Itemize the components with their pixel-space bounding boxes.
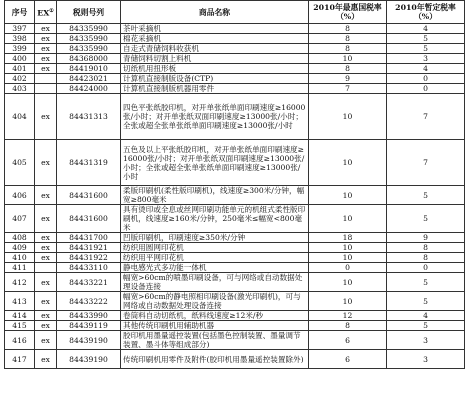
table-row [5,233,465,243]
cell-seq: 399 [5,44,35,54]
cell-mfn: 8 [309,321,387,331]
cell-seq: 409 [5,243,35,253]
cell-ex: ex [35,292,57,311]
cell-seq: 401 [5,64,35,74]
header-ex-label: EX [37,8,50,18]
cell-name: 幅宽>60cm的喷墨印刷设备，可与网络或自动数据处理设备连接 [121,273,309,292]
cell-temp: 4 [387,311,465,321]
cell-seq: 397 [5,24,35,34]
cell-temp: 4 [387,24,465,34]
cell-seq: 407 [5,205,35,233]
cell-code: 84439190 [57,350,121,369]
table-row [5,273,465,292]
cell-code: 84431921 [57,243,121,253]
cell-temp: 5 [387,34,465,44]
cell-code: 84431600 [57,205,121,233]
cell-name: 卷筒料自动切纸机，纸料线速度≥12米/秒 [121,311,309,321]
cell-seq: 402 [5,74,35,84]
cell-mfn: 9 [309,74,387,84]
tariff-table [4,0,465,369]
cell-name: 具有烫印或全息或丝网印刷功能单元的机组式柔性版印刷机，线速度≥160米/分钟，250毫米≤幅宽<800毫米 [121,205,309,233]
cell-name: 胶印机用墨量遥控装置(包括墨色控制装置、墨量调节装置、墨斗体等组成部分) [121,331,309,350]
cell-name: 凹版印刷机，印刷速度≥350米/分钟 [121,233,309,243]
cell-seq: 403 [5,84,35,94]
cell-seq: 408 [5,233,35,243]
table-row [5,94,465,140]
cell-ex [35,84,57,94]
cell-code: 84368000 [57,54,121,64]
cell-temp: 3 [387,331,465,350]
cell-code: 84431319 [57,140,121,186]
header-ex [35,1,57,24]
cell-name: 其他传统印刷机用辅助机器 [121,321,309,331]
cell-temp: 8 [387,243,465,253]
cell-mfn: 10 [309,205,387,233]
cell-temp: 5 [387,186,465,205]
cell-temp: 7 [387,94,465,140]
cell-temp: 0 [387,84,465,94]
cell-mfn: 8 [309,44,387,54]
cell-code: 84433222 [57,292,121,311]
cell-temp: 5 [387,321,465,331]
cell-name: 纺织用平网印花机 [121,253,309,263]
cell-code: 84335990 [57,34,121,44]
cell-mfn: 10 [309,292,387,311]
cell-code: 84431600 [57,186,121,205]
cell-code: 84431700 [57,233,121,243]
table-row [5,292,465,311]
cell-name: 计算机直接制版设备(CTP) [121,74,309,84]
cell-name: 五色及以上平张纸胶印机，对开单张纸单面印刷速度≥16000张/小时；对开单张纸双面印刷速度≥13000张/小时；全张或超全张单张纸单面印刷速度≥13000张/小时 [121,140,309,186]
cell-seq: 412 [5,273,35,292]
cell-mfn: 8 [309,64,387,74]
table-row [5,331,465,350]
cell-code: 84424000 [57,84,121,94]
cell-temp: 5 [387,273,465,292]
cell-ex: ex [35,311,57,321]
cell-ex: ex [35,273,57,292]
cell-name: 四色平张纸胶印机，对开单张纸单面印刷速度≥16000张/小时；对开单张纸双面印刷速度≥13000张/小时；全张或超全张单张纸单面印刷速度≥13000张/小时 [121,94,309,140]
cell-ex: ex [35,64,57,74]
table-row [5,205,465,233]
cell-temp: 8 [387,253,465,263]
header-mfn: 2010年最惠国税率（%） [309,1,387,24]
cell-seq: 413 [5,292,35,311]
cell-code: 84433110 [57,263,121,273]
table-row [5,350,465,369]
cell-mfn: 10 [309,243,387,253]
cell-seq: 406 [5,186,35,205]
cell-mfn: 7 [309,84,387,94]
cell-seq: 416 [5,331,35,350]
cell-seq: 417 [5,350,35,369]
cell-seq: 400 [5,54,35,64]
cell-code: 84431922 [57,253,121,263]
cell-name: 静电感光式多功能一体机 [121,263,309,273]
cell-ex: ex [35,233,57,243]
cell-ex: ex [35,94,57,140]
cell-seq: 398 [5,34,35,44]
cell-seq: 414 [5,311,35,321]
table-row [5,84,465,94]
cell-ex [35,74,57,84]
cell-ex [35,263,57,273]
cell-temp: 0 [387,263,465,273]
cell-code: 84439119 [57,321,121,331]
cell-temp: 4 [387,64,465,74]
table-row [5,321,465,331]
table-row [5,54,465,64]
header-row [5,1,465,24]
cell-name: 纺织用圆网印花机 [121,243,309,253]
header-seq: 序号 [5,1,35,24]
cell-seq: 410 [5,253,35,263]
cell-name: 幅宽>60cm的静电照相印刷设备(激光印刷机)，可与网络或自动数据处理设备连接 [121,292,309,311]
cell-code: 84335990 [57,24,121,34]
cell-name: 自走式青储饲料收获机 [121,44,309,54]
cell-ex: ex [35,24,57,34]
cell-ex: ex [35,350,57,369]
cell-mfn: 8 [309,24,387,34]
cell-ex: ex [35,34,57,44]
cell-ex: ex [35,253,57,263]
cell-mfn: 6 [309,331,387,350]
cell-ex: ex [35,331,57,350]
table-body [5,24,465,369]
table-row [5,64,465,74]
cell-mfn: 10 [309,253,387,263]
cell-code: 84439190 [57,331,121,350]
cell-ex: ex [35,321,57,331]
cell-ex: ex [35,243,57,253]
table-row [5,34,465,44]
cell-ex: ex [35,54,57,64]
cell-seq: 404 [5,94,35,140]
cell-code: 84423021 [57,74,121,84]
cell-mfn: 6 [309,350,387,369]
header-ex-footnote: ① [49,7,54,14]
cell-temp: 3 [387,350,465,369]
cell-code: 84335990 [57,44,121,54]
cell-mfn: 12 [309,311,387,321]
cell-temp: 5 [387,44,465,54]
cell-temp: 0 [387,74,465,84]
cell-name: 茶叶采摘机 [121,24,309,34]
cell-name: 青储饲料切割上料机 [121,54,309,64]
cell-temp: 5 [387,292,465,311]
cell-temp: 5 [387,205,465,233]
cell-mfn: 18 [309,233,387,243]
cell-mfn: 10 [309,94,387,140]
cell-seq: 411 [5,263,35,273]
table-row [5,253,465,263]
table-row [5,74,465,84]
cell-seq: 415 [5,321,35,331]
cell-mfn: 10 [309,140,387,186]
cell-name: 棉花采摘机 [121,34,309,44]
cell-mfn: 8 [309,34,387,44]
header-name: 商品名称 [121,1,309,24]
cell-name: 柔版印刷机(柔性版印刷机)，线速度≥300米/分钟，幅宽≥800毫米 [121,186,309,205]
header-code: 税则号列 [57,1,121,24]
cell-temp: 3 [387,54,465,64]
cell-seq: 405 [5,140,35,186]
table-row [5,140,465,186]
table-row [5,24,465,34]
cell-name: 计算机直接制版机器用零件 [121,84,309,94]
cell-mfn: 10 [309,54,387,64]
cell-code: 84431313 [57,94,121,140]
cell-mfn: 10 [309,273,387,292]
table-row [5,44,465,54]
cell-code: 84419010 [57,64,121,74]
table-row [5,263,465,273]
cell-ex: ex [35,205,57,233]
header-temp: 2010年暂定税率（%） [387,1,465,24]
cell-ex: ex [35,186,57,205]
table-row [5,186,465,205]
cell-name: 切纸机用扭形板 [121,64,309,74]
cell-mfn: 0 [309,263,387,273]
cell-temp: 9 [387,233,465,243]
table-row [5,311,465,321]
cell-ex: ex [35,44,57,54]
table-row [5,243,465,253]
cell-code: 84433990 [57,311,121,321]
cell-name: 传统印刷机用零件及附件(胶印机用墨量遥控装置除外) [121,350,309,369]
cell-code: 84433221 [57,273,121,292]
cell-ex: ex [35,140,57,186]
cell-mfn: 10 [309,186,387,205]
cell-temp: 7 [387,140,465,186]
